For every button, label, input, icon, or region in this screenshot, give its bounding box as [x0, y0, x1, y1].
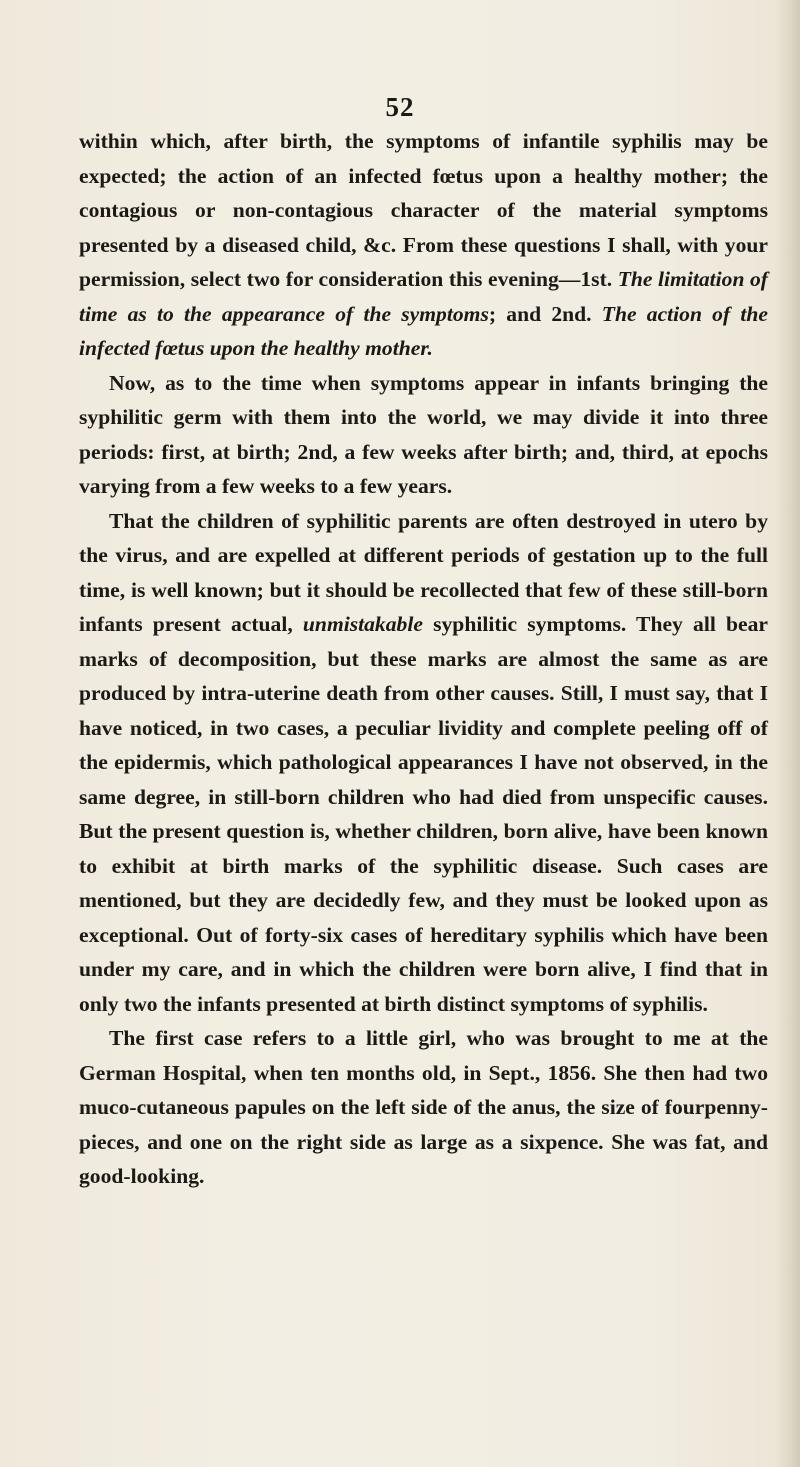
page-number: 52	[385, 92, 415, 122]
body-text	[79, 124, 768, 1194]
page-edge-shadow	[774, 0, 800, 1467]
text-run: syphilitic symptoms. They all bear marks of decomposition, but these marks are almost the same as are produced by intra-uterine death from other causes. Still, I must say, that I have noticed, in two cases, a peculiar lividity and complete peeling off of the epidermis, which pathological appearances I have not observed, in the same degree, in still-born children who had died from unspecific causes. But the present question is, whether children, born alive, have been known to exhibit at birth marks of the syphilitic disease. Such cases are mentioned, but they are decidedly few, and they must be looked upon as exceptional. Out of forty-six cases of hereditary syphilis which have been under my care, and in which the children were born alive, I find that in only two the infants presented at birth distinct symptoms of syphilis.	[79, 612, 768, 1016]
paragraph	[79, 366, 768, 504]
text-run: within which, after birth, the symptoms of infantile syphilis may be expected; the action of an infected fœtus upon a healthy mother; the contagious or non-contagious character of the material symptoms presented by a diseased child, &c. From these questions I shall, with your permission, select two for consideration this evening—1st.	[79, 129, 768, 291]
italic-text-run: unmistakable	[302, 612, 423, 636]
text-run: ; and 2nd.	[488, 301, 602, 326]
italic-text-run: The limitation of time as to the appearance of the symptoms	[79, 267, 768, 326]
paragraph	[79, 1021, 768, 1194]
text-run: Now, as to the time when symptoms appear in infants bringing the syphilitic germ with them into the world, we may divide it into three periods: first, at birth; 2nd, a few weeks after birth; and, third, at epochs varying from a few weeks to a few years.	[79, 370, 768, 498]
paragraph	[79, 504, 768, 1022]
text-run: That the children of syphilitic parents are often destroyed in utero by the virus, and are expelled at different periods of gestation up to the full time, is well known; but it should be recollected that few of these still-born infants present actual,	[79, 508, 768, 636]
text-run: The first case refers to a little girl, who was brought to me at the German Hospital, when ten months old, in Sept., 1856. She then had two muco-cutaneous papules on the left side of the anus, the size of fourpenny-pieces, and one on the right side as large as a sixpence. She was fat, and good-looking.	[79, 1026, 768, 1188]
italic-text-run: The action of the infected fœtus upon the healthy mother.	[79, 301, 768, 360]
paragraph	[79, 124, 768, 366]
